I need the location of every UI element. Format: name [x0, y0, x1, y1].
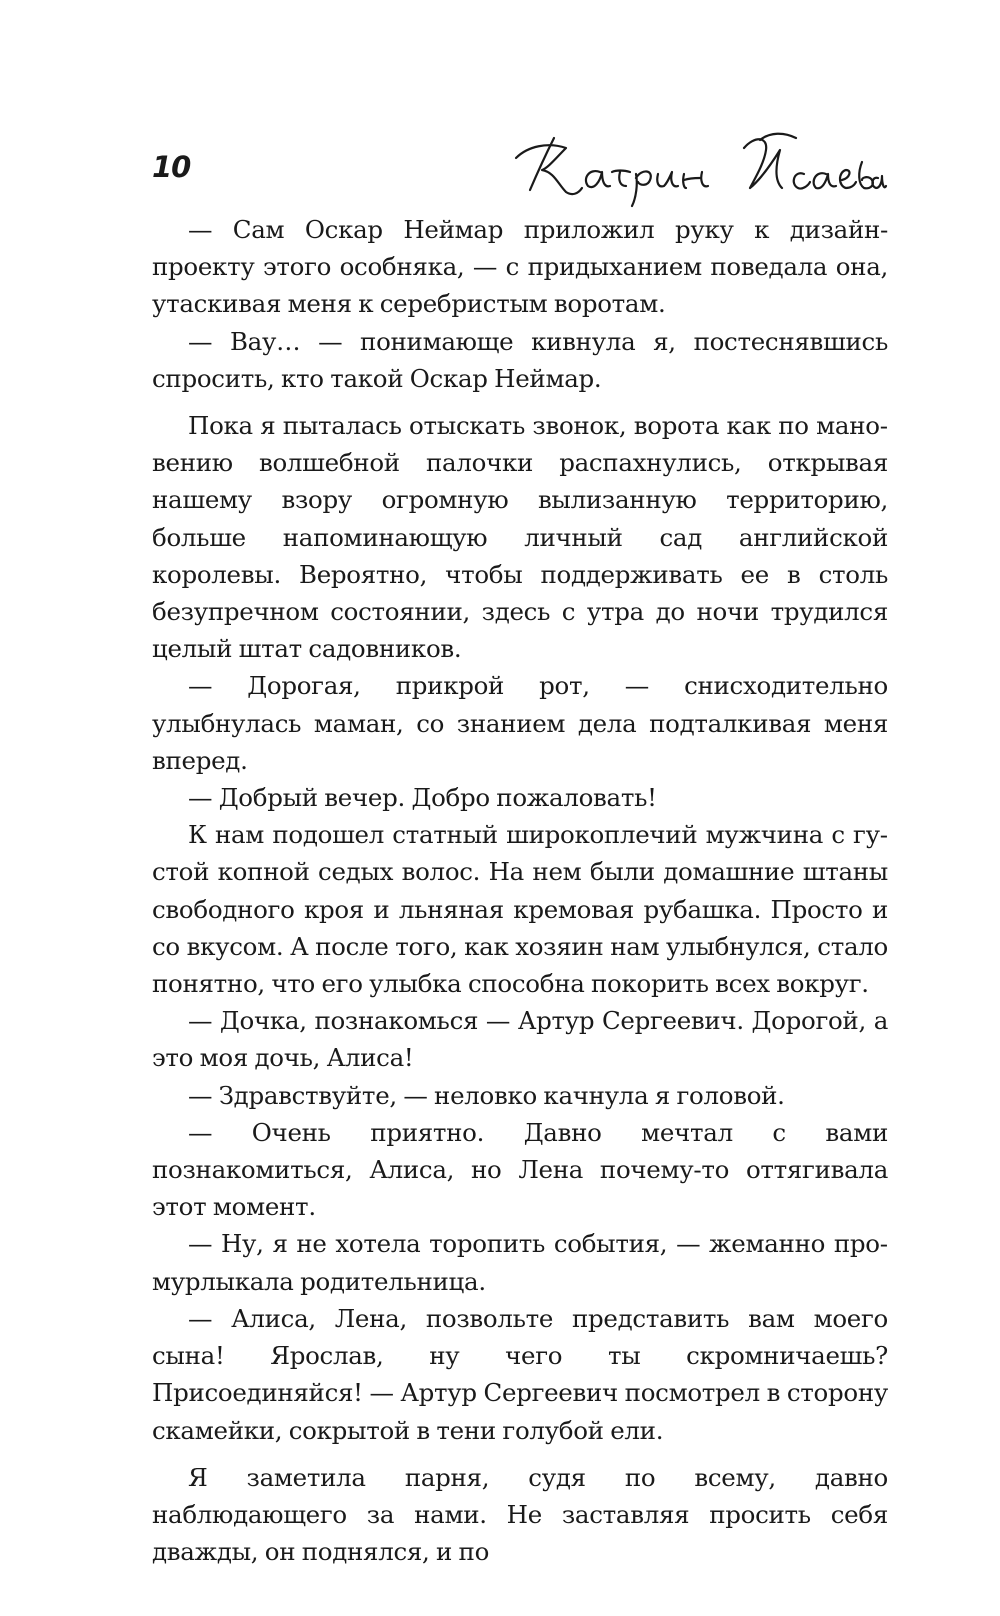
paragraph: — Вау… — понимающе кивнула я, постеснявшись спросить, кто такой Оскар Неймар. [152, 326, 888, 393]
paragraph: — Сам Оскар Неймар приложил руку к дизайн-проекту этого особняка, — с придыханием поведала она, утаскивая меня к серебристым воротам. [152, 215, 888, 319]
paragraph: — Дочка, познакомься — Артур Сергеевич. Дорогой, а это моя дочь, Алиса! [152, 1006, 888, 1073]
paragraph: — Дорогая, прикрой рот, — снисходительно улыбнулась маман, со знанием дела подталкивая меня вперед. [152, 671, 888, 775]
page-number: 10 [152, 150, 191, 184]
author-signature-drawing [508, 128, 888, 208]
author-signature [508, 128, 888, 208]
running-header [152, 128, 888, 218]
paragraph: Я заметила парня, судя по всему, давно наблюдающего за нами. Не заставляя просить себя дважды, он поднялся, и по [152, 1462, 888, 1567]
paragraph: — Очень приятно. Давно мечтал с вами познакомиться, Алиса, но Лена почему-то оттягивала этот момент. [152, 1117, 888, 1222]
paragraph: — Здравствуйте, — неловко качнула я головой. [188, 1080, 785, 1110]
paragraph: — Алиса, Лена, позвольте представить вам моего сына! Ярослав, ну чего ты скромничаешь? Присоединяйся! — Артур Сергеевич посмотрел в сторону скамейки, сокрытой в тени голубой ели. [152, 1303, 888, 1445]
paragraph: — Ну, я не хотела торопить события, — жеманно промурлыкала родительница. [152, 1229, 888, 1296]
paragraph: — Добрый вечер. Добро пожаловать! [188, 783, 657, 813]
body-text [152, 211, 888, 1570]
paragraph: Пока я пыталась отыскать звонок, ворота как по мановению волшебной палочки распахнулись, открывая нашему взору огромную вылизанную территорию, больше напоминающую личный сад английской королевы. Вероятно, чтобы поддерживать ее в столь безупречном состоянии, здесь с утра до ночи трудился целый штат садовников. [152, 411, 888, 664]
paragraph: К нам подошел статный широкоплечий мужчина с густой копной седых волос. На нем были домашние штаны свободного кроя и льняная кремовая рубашка. Просто и со вкусом. А после того, как хозяин нам улыбнулся, стало понятно, что его улыбка способна покорить всех вокруг. [152, 820, 888, 999]
